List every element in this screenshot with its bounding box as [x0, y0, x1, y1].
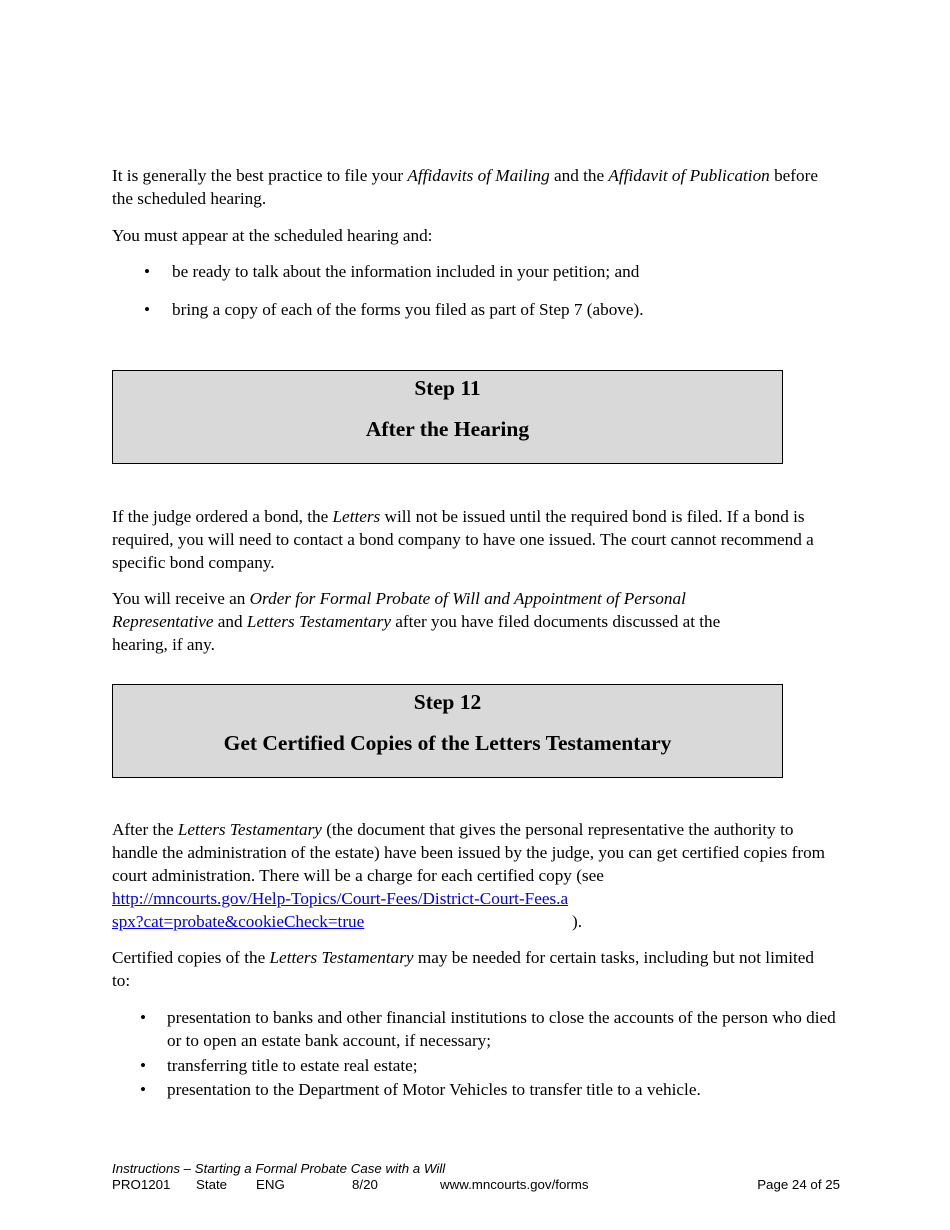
- intro-paragraph-2: You must appear at the scheduled hearing and:: [112, 226, 433, 245]
- page-footer: [112, 1161, 840, 1193]
- step-12-header: [112, 684, 783, 778]
- page-number: Page 24 of 25: [757, 1177, 840, 1192]
- bullet-icon: •: [140, 1080, 147, 1099]
- tasks-paragraph: Certified copies of the Letters Testamentary may be needed for certain tasks, including but not limited to:: [112, 948, 814, 990]
- step-title: Get Certified Copies of the Letters Testamentary: [223, 731, 672, 755]
- form-number: PRO1201: [112, 1177, 171, 1192]
- footer-url: www.mncourts.gov/forms: [440, 1177, 589, 1192]
- form-date: 8/20: [352, 1177, 378, 1192]
- bullet-icon: •: [144, 300, 151, 319]
- step-number: Step 12: [413, 690, 482, 714]
- court-fees-link[interactable]: http://mncourts.gov/Help-Topics/Court-Fees/District-Court-Fees.aspx?cat=probate&cookieCheck=true: [112, 889, 569, 931]
- form-language: ENG: [256, 1177, 285, 1192]
- intro-paragraph-1: It is generally the best practice to file your Affidavits of Mailing and the Affidavit of Publication before the scheduled hearing.: [112, 166, 818, 208]
- footer-meta-row: [112, 1177, 840, 1193]
- order-paragraph: You will receive an Order for Formal Probate of Will and Appointment of Personal Representative and Letters Testamentary after you have filed documents discussed at the hearing, if any.: [112, 589, 721, 654]
- form-state: State: [196, 1177, 228, 1192]
- bullet-icon: •: [144, 262, 151, 281]
- footer-title: Instructions – Starting a Formal Probate Case with a Will: [112, 1161, 446, 1176]
- step-number: Step 11: [414, 376, 481, 400]
- bullet-icon: •: [140, 1008, 147, 1027]
- bullet-icon: •: [140, 1056, 147, 1075]
- step-11-header: [112, 370, 783, 464]
- step-title: After the Hearing: [365, 417, 530, 441]
- certified-copies-paragraph: After the Letters Testamentary (the document that gives the personal representative the authority to handle the administration of the estate) have been issued by the judge, you can get certified copies from court administration. There will be a charge for each certified copy (see http://mncourts.gov/Help-Topics/Court-Fees/District-Court-Fees.aspx?cat=probate&cookieCheck=true ).: [112, 820, 826, 931]
- bond-paragraph: If the judge ordered a bond, the Letters will not be issued until the required bond is filed. If a bond is required, you will need to contact a bond company to have one issued. The court cannot recommend a specific bond company.: [112, 507, 814, 572]
